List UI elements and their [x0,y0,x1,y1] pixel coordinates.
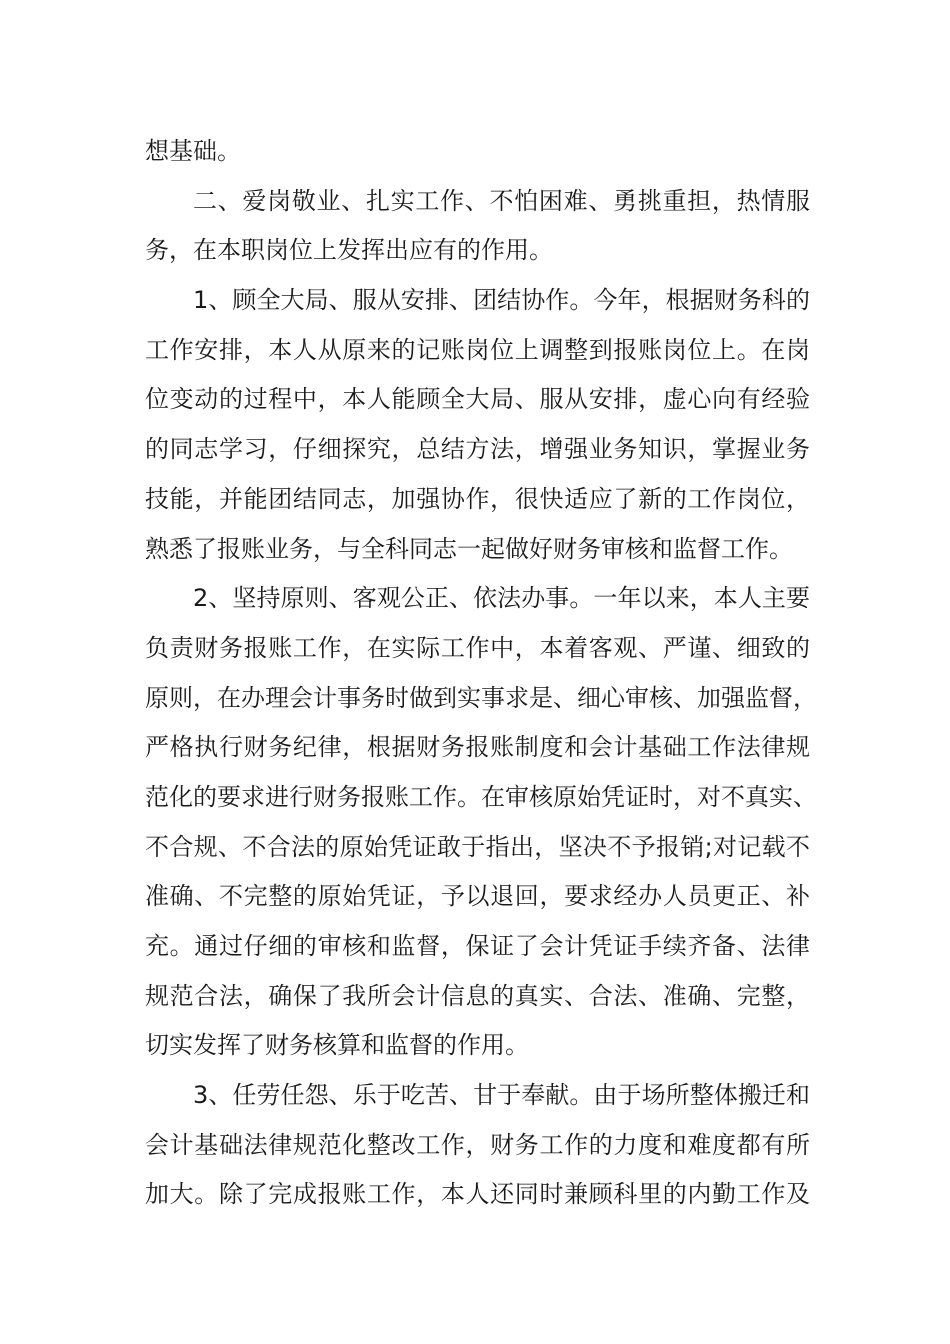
paragraph-line: 技能，并能团结同志，加强协作，很快适应了新的工作岗位， [145,484,810,513]
paragraph-line: 规范合法，确保了我所会计信息的真实、合法、准确、完整， [145,981,810,1010]
paragraph-line: 想基础。 [145,137,241,165]
paragraph-line: 熟悉了报账业务，与全科同志一起做好财务审核和监督工作。 [145,534,793,563]
paragraph-line: 加大。除了完成报账工作，本人还同时兼顾科里的内勤工作及 [145,1180,810,1209]
paragraph-line: 严格执行财务纪律，根据财务报账制度和会计基础工作法律规 [145,733,810,762]
paragraph-line: 的同志学习，仔细探究，总结方法，增强业务知识，掌握业务 [145,435,810,464]
paragraph-line: 1、顾全大局、服从安排、团结协作。今年，根据财务科的 [193,286,810,315]
paragraph-line: 原则，在办理会计事务时做到实事求是、细心审核、加强监督， [145,683,817,712]
paragraph-line: 二、爱岗敬业、扎实工作、不怕困难、勇挑重担，热情服 [193,186,810,215]
paragraph-line: 负责财务报账工作，在实际工作中，本着客观、严谨、细致的 [145,633,810,662]
document-body [145,127,817,1220]
paragraph-line: 不合规、不合法的原始凭证敢于指出，坚决不予报销;对记载不 [145,832,810,861]
paragraph-line: 会计基础法律规范化整改工作，财务工作的力度和难度都有所 [145,1130,810,1159]
paragraph-line: 充。通过仔细的审核和监督，保证了会计凭证手续齐备、法律 [145,932,810,960]
paragraph-line: 2、坚持原则、客观公正、依法办事。一年以来，本人主要 [193,584,810,613]
paragraph-line: 3、任劳任怨、乐于吃苦、甘于奉献。由于场所整体搬迁和 [193,1081,810,1110]
paragraph-line: 切实发挥了财务核算和监督的作用。 [145,1031,529,1060]
paragraph-line: 务，在本职岗位上发挥出应有的作用。 [145,236,553,265]
paragraph-line: 位变动的过程中，本人能顾全大局、服从安排，虚心向有经验 [145,385,810,414]
paragraph-line: 工作安排，本人从原来的记账岗位上调整到报账岗位上。在岗 [145,335,810,364]
paragraph-line: 范化的要求进行财务报账工作。在审核原始凭证时，对不真实、 [145,782,817,811]
paragraph-line: 准确、不完整的原始凭证，予以退回，要求经办人员更正、补 [145,882,810,911]
